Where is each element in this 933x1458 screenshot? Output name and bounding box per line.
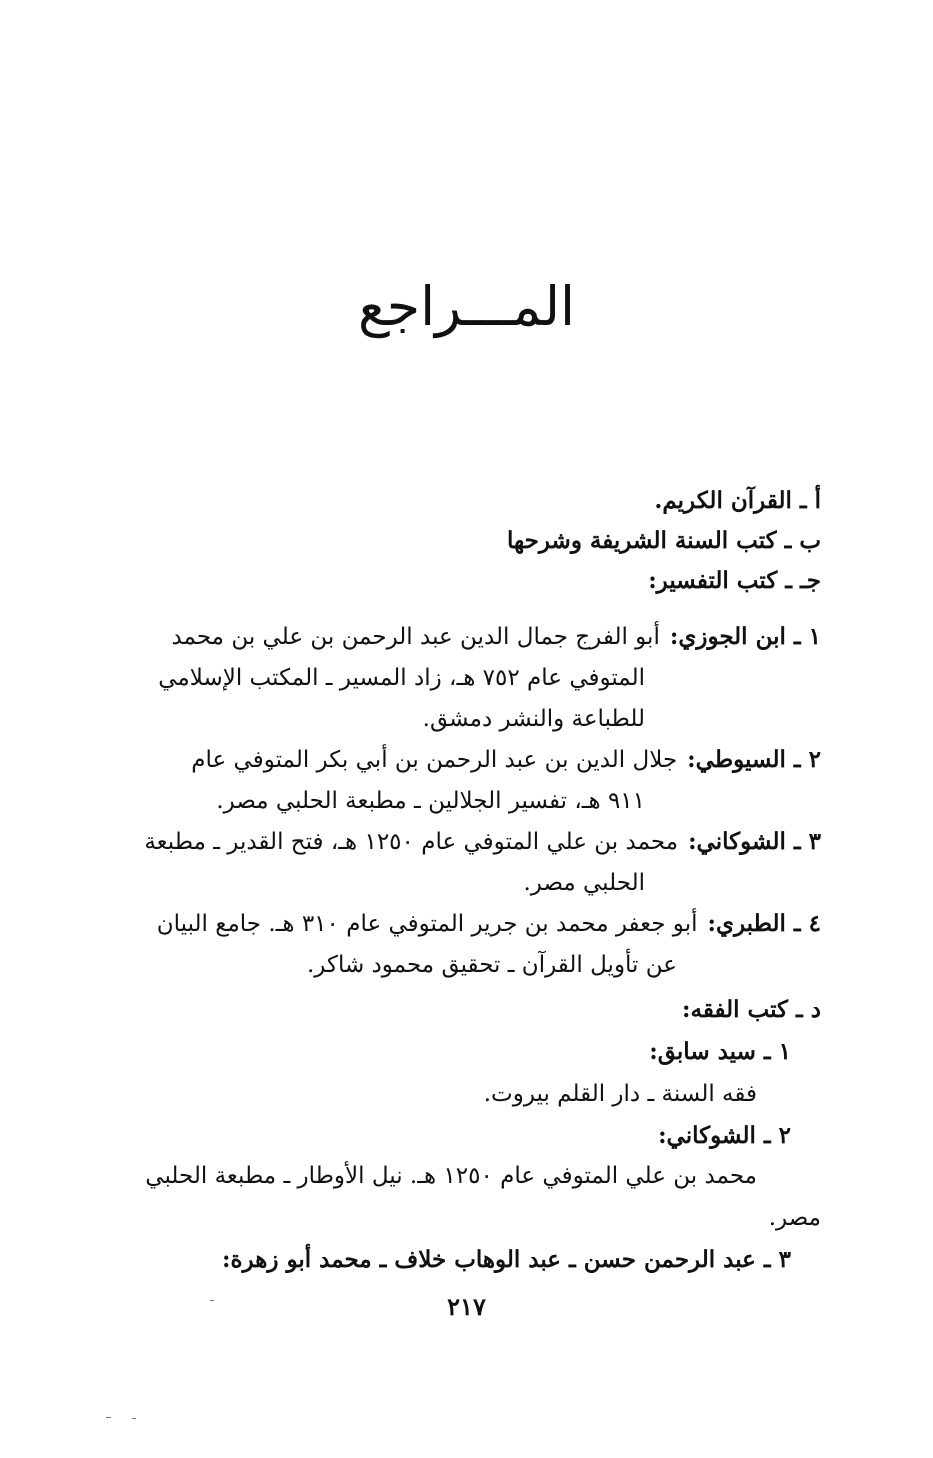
tafsir-entry-2-author: ٢ ـ السيوطي: (687, 746, 821, 773)
tafsir-entry-1-text-1: أبو الفرج جمال الدين عبد الرحمن بن علي بن محمد (171, 624, 660, 650)
scan-speck (106, 1417, 111, 1418)
section-tafsir: جـ ـ كتب التفسير: (648, 567, 821, 594)
section-sunnah: ب ـ كتب السنة الشريفة وشرحها (507, 527, 821, 554)
section-quran: أ ـ القرآن الكريم. (654, 487, 821, 514)
tafsir-entry-3-text-1: محمد بن علي المتوفي عام ١٢٥٠ هـ، فتح القدير ـ مطبعة (144, 829, 679, 855)
tafsir-entry-1-line-1 (111, 622, 821, 652)
section-fiqh: د ـ كتب الفقه: (682, 996, 821, 1023)
tafsir-entry-3-line-2: الحلبي مصر. (523, 870, 645, 896)
tafsir-entry-1-author: ١ ـ ابن الجوزي: (669, 623, 821, 650)
tafsir-entry-2-line-2: ٩١١ هـ، تفسير الجلالين ـ مطبعة الحلبي مصر. (216, 788, 645, 814)
tafsir-entry-3-author: ٣ ـ الشوكاني: (688, 828, 821, 855)
tafsir-entry-1-line-2: المتوفي عام ٧٥٢ هـ، زاد المسير ـ المكتب الإسلامي (158, 665, 645, 691)
tafsir-entry-2-text-1: جلال الدين بن عبد الرحمن بن أبي بكر المتوفي عام (191, 747, 678, 773)
fiqh-item-2-author: ٢ ـ الشوكاني: (658, 1122, 791, 1149)
scan-speck (210, 1300, 214, 1301)
page-number: ٢١٧ (447, 1292, 486, 1321)
fiqh-item-2-line-2: مصر. (768, 1205, 821, 1231)
tafsir-entry-2-line-1 (111, 745, 821, 775)
fiqh-item-1-text: فقه السنة ـ دار القلم بيروت. (483, 1081, 757, 1107)
tafsir-entry-1-line-3: للطباعة والنشر دمشق. (422, 706, 645, 732)
tafsir-entry-3-line-1 (111, 827, 821, 857)
fiqh-item-3: ٣ ـ عبد الرحمن حسن ـ عبد الوهاب خلاف ـ محمد أبو زهرة: (221, 1246, 791, 1273)
fiqh-item-1-author: ١ ـ سيد سابق: (649, 1038, 791, 1065)
tafsir-entry-4-line-1 (111, 909, 821, 939)
tafsir-entry-4-line-2: عن تأويل القرآن ـ تحقيق محمود شاكر. (307, 952, 677, 978)
fiqh-item-2-line-1: محمد بن علي المتوفي عام ١٢٥٠ هـ. نيل الأوطار ـ مطبعة الحلبي (145, 1163, 757, 1189)
tafsir-entry-4-author: ٤ ـ الطبري: (707, 910, 821, 937)
page-title: المـــراجع (357, 275, 576, 338)
tafsir-entry-4-text-1: أبو جعفر محمد بن جرير المتوفي عام ٣١٠ هـ. جامع البيان (156, 911, 698, 937)
scan-speck (132, 1418, 136, 1419)
